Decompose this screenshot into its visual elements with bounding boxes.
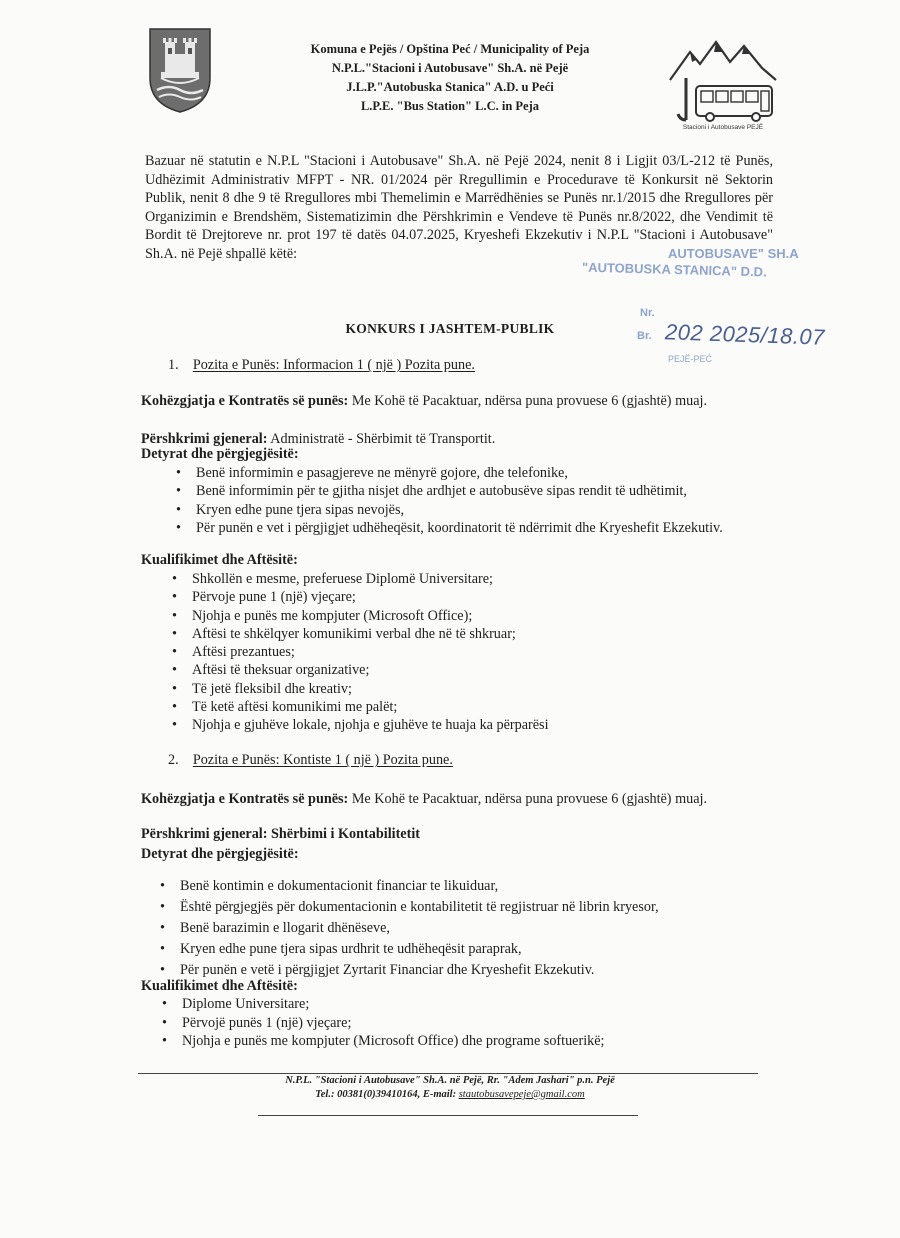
- list-item: • Njohja e punës me kompjuter (Microsoft Office) dhe programe softuerikë;: [162, 1032, 762, 1051]
- footer-tel: Tel.: 00381(0)39410164, E-mail:: [315, 1089, 459, 1100]
- stamp-nr-label: Nr.: [640, 307, 655, 319]
- competition-title: KONKURS I JASHTEM-PUBLIK: [345, 321, 555, 336]
- footer-divider-bottom: [258, 1115, 638, 1116]
- header-line-jlp: J.L.P."Autobuska Stanica" A.D. u Peći: [346, 80, 554, 94]
- bus-mountain-icon: [668, 38, 778, 124]
- logo-caption: Stacioni i Autobusave PEJË: [682, 124, 764, 131]
- list-item: • Shkollën e mesme, preferuese Diplomë Universitare;: [172, 570, 762, 588]
- list-item: • Të jetë fleksibil dhe kreativ;: [172, 680, 762, 698]
- description-text: Administratë - Shërbimit të Transportit.: [267, 431, 496, 447]
- position-2-duties-label: Detyrat dhe përgjegjësitë:: [141, 846, 299, 862]
- position-2-duties-list: [160, 876, 760, 981]
- list-item: • Për punën e vet i përgjigjet udhëheqësit, koordinatorit të ndërrimit dhe Kryeshefit Ekzekutiv.: [176, 519, 766, 537]
- stamp-line-1: AUTOBUSAVE" SH.A: [668, 246, 799, 261]
- position-2-number: 2.: [168, 752, 179, 768]
- position-2-duration: [141, 791, 781, 808]
- list-item: • Aftësi te shkëlqyer komunikimi verbal dhe në të shkruar;: [172, 625, 762, 643]
- bus-station-logo: [668, 38, 778, 130]
- list-item: • Njohja e punës me kompjuter (Microsoft Office);: [172, 607, 762, 625]
- list-item: • Benë kontimin e dokumentacionit financiar te likuiduar,: [160, 876, 760, 897]
- position-1-duties-label: Detyrat dhe përgjegjësitë:: [141, 446, 299, 462]
- list-item: • Njohja e gjuhëve lokale, njohja e gjuhëve te huaja ka përparësi: [172, 716, 762, 734]
- duration-label: Kohëzgjatja e Kontratës së punës:: [141, 791, 349, 807]
- list-item: • Kryen edhe pune tjera sipas urdhrit te udhëheqësit paraprak,: [160, 939, 760, 960]
- footer-contact: [0, 1088, 900, 1102]
- position-1-heading: [168, 357, 475, 374]
- list-item: • Diplome Universitare;: [162, 995, 762, 1014]
- position-1-qualifications-label: Kualifikimet dhe Aftësitë:: [141, 552, 298, 568]
- stamp-place: PEJË-PEĆ: [668, 354, 713, 364]
- header-line-npl: N.P.L."Stacioni i Autobusave" Sh.A. në Pejë: [331, 61, 569, 75]
- stamp-line-2: "AUTOBUSKA STANICA" D.D.: [581, 259, 767, 280]
- list-item: • Kryen edhe pune tjera sipas nevojës,: [176, 501, 766, 519]
- list-item: • Të ketë aftësi komunikimi me palët;: [172, 698, 762, 716]
- header-block: [260, 40, 640, 116]
- position-1-duration: [141, 393, 781, 410]
- description-label: Përshkrimi gjeneral:: [141, 431, 268, 447]
- description-label: Përshkrimi gjeneral:: [141, 826, 268, 842]
- position-2-heading: [168, 752, 453, 769]
- duration-text: Me Kohë te Pacaktuar, ndërsa puna provuese 6 (gjashtë) muaj.: [348, 791, 707, 807]
- duration-text: Me Kohë të Pacaktuar, ndërsa puna provuese 6 (gjashtë) muaj.: [348, 393, 707, 409]
- duration-label: Kohëzgjatja e Kontratës së punës:: [141, 393, 349, 409]
- list-item: • Benë barazimin e llogarit dhënëseve,: [160, 918, 760, 939]
- intro-paragraph: Bazuar në statutin e N.P.L "Stacioni i Autobusave" Sh.A. në Pejë 2024, nenit 8 i Ligjit 03/L-212 të Punës, Udhëzimit Administrativ MFPT - NR. 01/2024 për Rregullimin e Procedurave të Konkursit në Sektorin Publik, nenit 8 dhe 9 të Rregullores mbi Themelimin e Marrëdhënies se Punës nr.1/2015 dhe Rregullores për Organizimin e Brendshëm, Sistematizimin dhe Përshkrimin e Vendeve të Punës nr.8/2022, dhe Vendimit të Bordit të Drejtoreve nr. prot 197 të datës 04.07.2025, Kryeshefi Ekzekutiv i N.P.L "Stacioni i Autobusave" Sh.A. në Pejë shpallë këtë:: [145, 153, 773, 262]
- position-2-title: Pozita e Punës: Kontiste 1 ( një ) Pozita pune.: [192, 752, 453, 768]
- list-item: • Për punën e vetë i përgjigjet Zyrtarit Financiar dhe Kryeshefit Ekzekutiv.: [160, 960, 760, 981]
- list-item: • Aftësi të theksuar organizative;: [172, 661, 762, 679]
- municipality-crest-logo: [147, 26, 213, 114]
- footer-email-link[interactable]: stautobusavepeje@gmail.com: [458, 1089, 585, 1100]
- stamp-handwritten-number: 202 2025/18.07: [664, 319, 826, 350]
- list-item: • Benë informimin për te gjitha nisjet dhe ardhjet e autobusëve sipas rendit të udhëtimit,: [176, 482, 766, 500]
- position-2-qualifications-list: [162, 995, 762, 1051]
- footer-address: N.P.L. "Stacioni i Autobusave" Sh.A. në Pejë, Rr. "Adem Jashari" p.n. Pejë: [285, 1075, 615, 1086]
- position-1-qualifications-list: [172, 570, 762, 735]
- list-item: • Benë informimin e pasagjereve ne mënyrë gojore, dhe telefonike,: [176, 464, 766, 482]
- stamp-br-label: Br.: [637, 330, 652, 342]
- list-item: • Është përgjegjës për dokumentacionin e kontabilitetit të regjistruar në librin kryesor,: [160, 897, 760, 918]
- position-2-qualifications-label: Kualifikimet dhe Aftësitë:: [141, 978, 298, 994]
- list-item: • Aftësi prezantues;: [172, 643, 762, 661]
- position-1-title: Pozita e Punës: Informacion 1 ( një ) Pozita pune.: [192, 357, 475, 373]
- list-item: • Përvojë punës 1 (një) vjeçare;: [162, 1014, 762, 1033]
- position-2-description: [141, 826, 781, 843]
- description-text: Shërbimi i Kontabilitetit: [267, 826, 420, 842]
- header-line-municipality: Komuna e Pejës / Opština Peć / Municipality of Peja: [310, 42, 590, 56]
- list-item: • Përvoje pune 1 (një) vjeçare;: [172, 588, 762, 606]
- header-line-lpe: L.P.E. "Bus Station" L.C. in Peja: [360, 99, 540, 113]
- position-1-number: 1.: [168, 357, 179, 373]
- position-1-duties-list: [176, 464, 766, 537]
